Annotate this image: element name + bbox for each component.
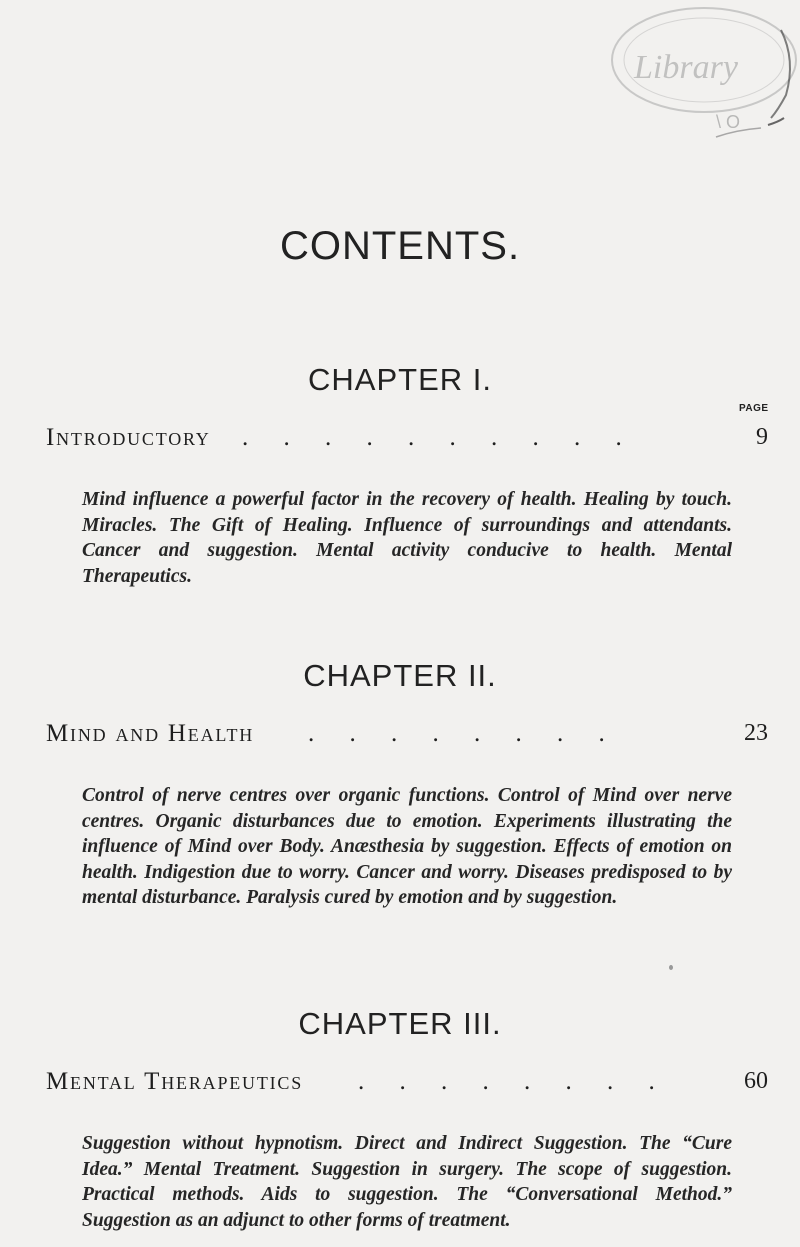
library-stamp: [596, 0, 800, 150]
page-number: 23: [744, 720, 768, 746]
chapter-summary: Mind influence a powerful factor in the recovery of health. Healing by touch. Miracles. The Gift of Healing. Influence of surroundings and attendants. Cancer and suggestion. Mental activity conducive to health. Mental Therapeutics.: [82, 489, 732, 587]
page-column-label: PAGE: [739, 403, 769, 414]
chapter-heading: CHAPTER I.: [308, 362, 492, 397]
toc-entry[interactable]: [46, 424, 768, 456]
dot-leader: . . . . . . . .: [308, 720, 620, 747]
dot-leader: . . . . . . . .: [358, 1068, 670, 1095]
svg-text:\ O: \ O: [716, 112, 741, 132]
chapter-title: Introductory: [46, 424, 211, 451]
toc-entry[interactable]: [46, 720, 768, 752]
page-title: CONTENTS.: [279, 224, 521, 268]
paper-speck: [669, 965, 673, 970]
chapter-title: Mind and Health: [46, 720, 255, 747]
page-number: 60: [744, 1068, 768, 1094]
library-stamp-icon: [596, 0, 800, 150]
chapter-summary: Suggestion without hypnotism. Direct and Indirect Suggestion. The “Cure Idea.” Mental Treatment. Suggestion in surgery. The scope of suggestion. Practical methods. Aids to suggestion. The “Conversational Method.” Suggestion as an adjunct to other forms of treatment.: [82, 1133, 732, 1231]
chapter-heading: CHAPTER III.: [298, 1006, 502, 1041]
dot-leader: . . . . . . . . . .: [242, 424, 637, 451]
chapter-heading: CHAPTER II.: [303, 658, 497, 693]
chapter-summary: Control of nerve centres over organic functions. Control of Mind over nerve centres. Organic disturbances due to emotion. Experiments illustrating the influence of Mind over Body. Anæsthesia by suggestion. Effects of emotion on health. Indigestion due to worry. Cancer and worry. Diseases predisposed to by mental disturbance. Paralysis cured by emotion and by suggestion.: [82, 785, 732, 908]
toc-entry[interactable]: [46, 1068, 768, 1100]
page-number: 9: [756, 424, 768, 450]
chapter-title: Mental Therapeutics: [46, 1068, 304, 1095]
svg-text:Library: Library: [634, 49, 738, 86]
